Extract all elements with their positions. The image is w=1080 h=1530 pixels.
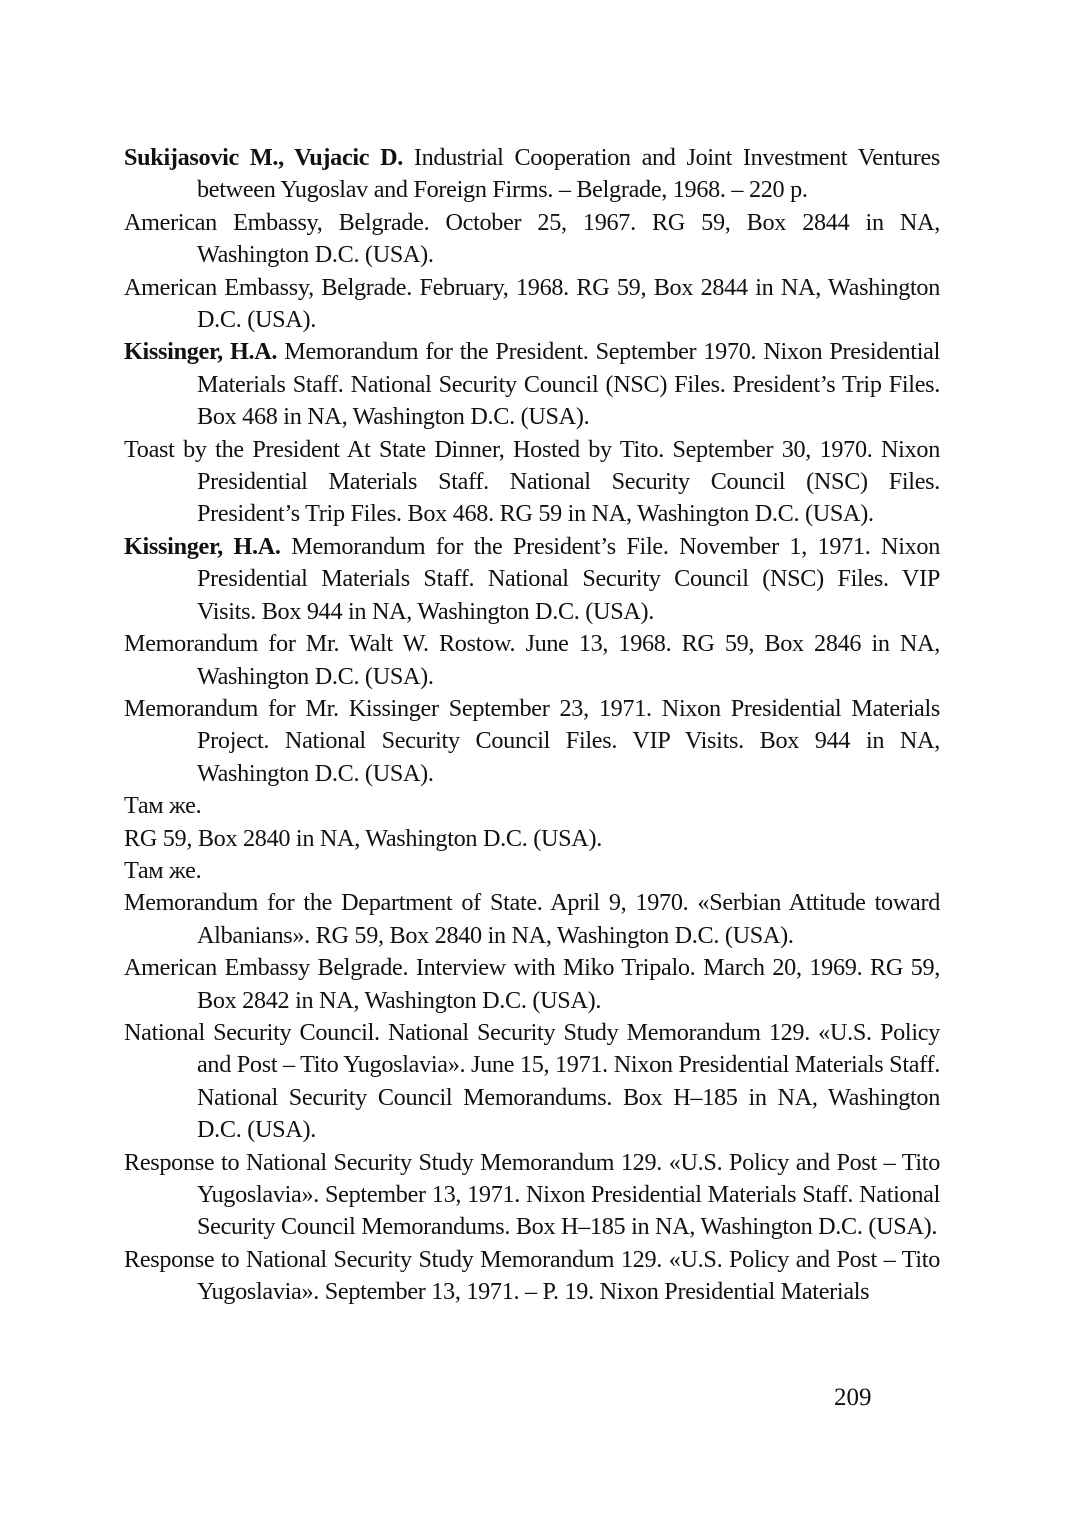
reference-item — [124, 887, 940, 952]
reference-item — [124, 790, 940, 822]
reference-item — [124, 336, 940, 433]
reference-text: Memorandum for Mr. Walt W. Rostow. June 13, 1968. RG 59, Box 2846 in NA, Washington D.C. (USA). — [124, 630, 940, 690]
reference-item — [124, 628, 940, 693]
reference-item — [124, 207, 940, 272]
reference-text: Response to National Security Study Memorandum 129. «U.S. Policy and Post – Tito Yugoslavia». September 13, 1971. Nixon Presidential Materials Staff. National Security Council Memorandums. Box H–185 in NA, Washington D.C. (USA). — [124, 1148, 940, 1241]
reference-text: National Security Council. National Security Study Memorandum 129. «U.S. Policy and Post – Tito Yugoslavia». June 15, 1971. Nixon Presidential Materials Staff. National Security Council Memorandums. Box H–185 in NA, Washington D.C. (USA). — [124, 1018, 940, 1144]
reference-text: American Embassy, Belgrade. February, 1968. RG 59, Box 2844 in NA, Washington D.C. (USA). — [124, 273, 940, 334]
reference-text: Там же. — [124, 856, 202, 884]
reference-item — [124, 1017, 940, 1147]
reference-item — [124, 855, 940, 887]
reference-text: Memorandum for the President. September 1970. Nixon Presidential Materials Staff. National Security Council (NSC) Files. President’s Trip Files. Box 468 in NA, Washington D.C. (USA). — [197, 338, 940, 431]
reference-item — [124, 142, 940, 207]
reference-item — [124, 952, 940, 1017]
page-content — [124, 142, 940, 1309]
reference-text: Memorandum for the Department of State. April 9, 1970. «Serbian Attitude toward Albanians». RG 59, Box 2840 in NA, Washington D.C. (USA). — [124, 889, 940, 949]
reference-text: Industrial Cooperation and Joint Investment Ventures between Yugoslav and Foreign Firms. – Belgrade, 1968. – 220 p. — [197, 144, 940, 204]
reference-text: Response to National Security Study Memorandum 129. «U.S. Policy and Post – Tito Yugoslavia». September 13, 1971. – P. 19. Nixon Presidential Materials — [124, 1245, 940, 1306]
reference-item — [124, 1147, 940, 1244]
reference-author: Kissinger, H.A. — [124, 338, 278, 366]
reference-text: Там же. — [124, 792, 202, 820]
page-number: 209 — [834, 1384, 872, 1411]
reference-text: Memorandum for the President’s File. November 1, 1971. Nixon Presidential Materials Staff. National Security Council (NSC) Files. VIP Visits. Box 944 in NA, Washington D.C. (USA). — [197, 532, 940, 625]
reference-text: American Embassy Belgrade. Interview with Miko Tripalo. March 20, 1969. RG 59, Box 2842 in NA, Washington D.C. (USA). — [124, 954, 940, 1014]
reference-author: Sukijasovic M., Vujacic D. — [124, 144, 404, 171]
reference-item — [124, 1244, 940, 1309]
reference-item — [124, 531, 940, 628]
reference-text: Toast by the President At State Dinner, Hosted by Tito. September 30, 1970. Nixon Presidential Materials Staff. National Security Council (NSC) Files. President’s Trip Files. Box 468. RG 59 in NA, Washington D.C. (USA). — [124, 435, 940, 528]
reference-item — [124, 434, 940, 531]
reference-item — [124, 272, 940, 337]
reference-text: RG 59, Box 2840 in NA, Washington D.C. (USA). — [124, 824, 602, 852]
reference-text: Memorandum for Mr. Kissinger September 23, 1971. Nixon Presidential Materials Project. National Security Council Files. VIP Visits. Box 944 in NA, Washington D.C. (USA). — [124, 694, 940, 787]
reference-author: Kissinger, H.A. — [124, 532, 281, 560]
reference-item — [124, 693, 940, 790]
reference-list — [124, 142, 940, 1309]
reference-item — [124, 823, 940, 855]
reference-text: American Embassy, Belgrade. October 25, 1967. RG 59, Box 2844 in NA, Washington D.C. (USA). — [124, 208, 940, 269]
